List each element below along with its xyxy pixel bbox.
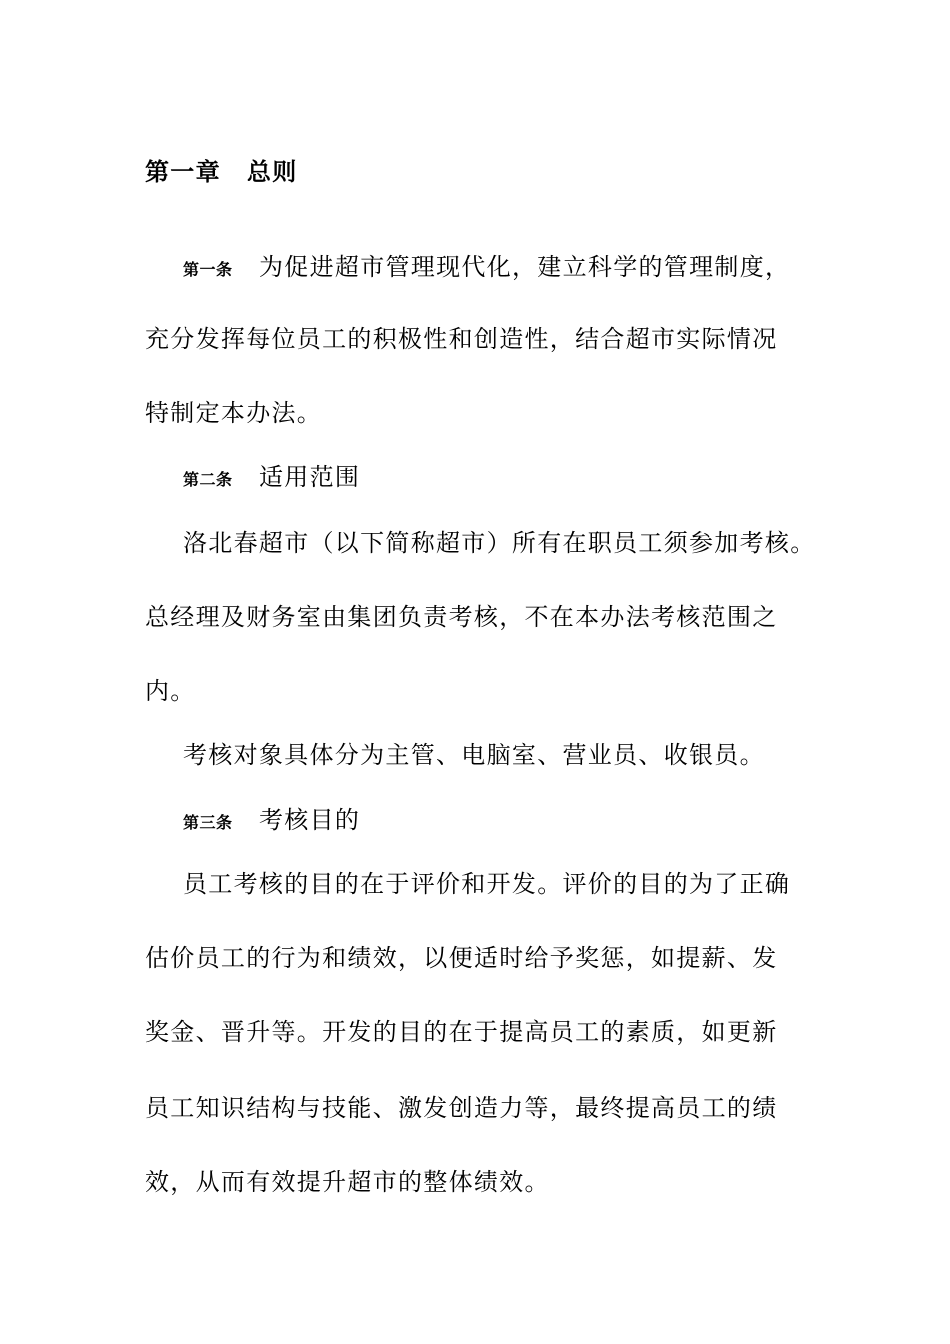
article-1-label: 第一条 — [183, 260, 233, 279]
article-2-label: 第二条 — [183, 470, 233, 489]
article-2-text-line: 内。 — [145, 677, 196, 705]
article-3-label: 第三条 — [183, 813, 233, 832]
article-3-text-line: 员工知识结构与技能、激发创造力等，最终提高员工的绩 — [145, 1094, 778, 1122]
article-1-text-line: 充分发挥每位员工的积极性和创造性，结合超市实际情况 — [145, 325, 778, 353]
article-3-text-line: 效，从而有效提升超市的整体绩效。 — [145, 1168, 550, 1196]
article-2-text-line: 考核对象具体分为主管、电脑室、营业员、收银员。 — [183, 741, 765, 769]
article-3-text-line: 员工考核的目的在于评价和开发。评价的目的为了正确 — [183, 870, 791, 898]
chapter-heading — [145, 157, 298, 187]
article-3-text-line: 估价员工的行为和绩效，以便适时给予奖惩，如提薪、发 — [145, 944, 778, 972]
article-2-text-line: 总经理及财务室由集团负责考核，不在本办法考核范围之 — [145, 603, 778, 631]
article-3-heading-line — [183, 805, 360, 838]
article-1-first-line — [183, 252, 790, 285]
article-2-text-line: 洛北春超市（以下简称超市）所有在职员工须参加考核。 — [183, 529, 816, 557]
chapter-title: 总则 — [246, 158, 298, 186]
article-2-heading: 适用范围 — [259, 463, 361, 491]
chapter-number: 第一章 — [145, 158, 221, 186]
article-3-heading: 考核目的 — [259, 806, 361, 834]
article-1-text-line: 特制定本办法。 — [145, 399, 323, 427]
article-3-text-line: 奖金、晋升等。开发的目的在于提高员工的素质，如更新 — [145, 1018, 778, 1046]
article-1-text-line: 为促进超市管理现代化，建立科学的管理制度， — [259, 253, 791, 281]
article-2-heading-line — [183, 462, 360, 495]
